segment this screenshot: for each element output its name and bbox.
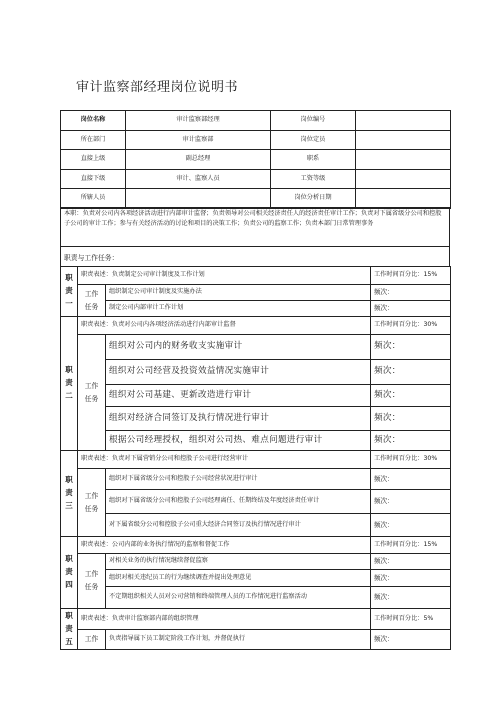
time-percentage: 工作时间百分比：30% — [371, 451, 451, 469]
duty-number-char: 职 — [65, 611, 73, 620]
task-label-cell — [78, 469, 106, 537]
task-row — [61, 360, 451, 385]
task-frequency: 频次： — [371, 554, 451, 570]
duty-number-char: 责 — [65, 567, 73, 577]
duty-number-char: 四 — [65, 579, 73, 589]
task-text: 组织对公司经营及投资效益情况实施审计 — [106, 360, 371, 385]
task-label-cell — [78, 629, 106, 650]
task-frequency: 频次： — [371, 301, 451, 317]
duty-number-char: 职 — [65, 475, 73, 485]
summary-text: 负责对公司内各项经济活动进行内部审计监督；负责领导对公司相关经济责任人的经济责任审计工作；负责对下属省级分公司和控股子公司的审计工作；参与有关经济活动的讨论和项目的决策工作；负责公司的监察工作；负责本部门日常管理事务 — [64, 210, 442, 227]
duty-number-cell — [61, 267, 78, 317]
time-percentage: 工作时间百分比：30% — [371, 317, 451, 335]
task-frequency: 频次： — [371, 587, 451, 609]
time-percentage: 工作时间百分比：15% — [371, 537, 451, 554]
info-value-cell — [356, 111, 451, 131]
info-label-cell: 直接下级 — [61, 169, 126, 189]
duties-table — [60, 266, 451, 650]
task-text: 根据公司经理授权，组织对公司热、难点问题进行审计 — [106, 431, 371, 451]
summary-label: 本职： — [64, 210, 83, 217]
task-row — [61, 285, 451, 301]
task-frequency: 频次： — [371, 629, 451, 650]
task-text: 负责指导属下员工制定阶段工作计划，并督促执行 — [106, 629, 371, 650]
info-label-cell: 所在部门 — [61, 130, 126, 150]
time-percentage: 工作时间百分比：5% — [371, 609, 451, 630]
info-label-cell: 岗位编号 — [271, 111, 356, 131]
page-title: 审计监察部经理岗位说明书 — [76, 80, 239, 95]
task-row — [61, 431, 451, 451]
duty-description: 职责表述：负责制定公司审计制度及工作计划 — [78, 267, 371, 285]
task-text: 制定公司内部审计工作计划 — [106, 301, 371, 317]
duty-number-char: 职 — [65, 365, 73, 375]
duty-number-cell — [61, 451, 78, 537]
duty-number-char: 责 — [65, 286, 73, 296]
duty-description: 职责表述：负责对公司内各项经济活动进行内部审计监督 — [78, 317, 371, 335]
task-text: 对相关业务的执行情况继续督促监察 — [106, 554, 371, 570]
info-value-cell: 审计、监察人员 — [126, 169, 271, 189]
duty-number-cell — [61, 317, 78, 451]
duty-desc-row — [61, 317, 451, 335]
duty-number-char: 职 — [65, 273, 73, 283]
info-label-cell: 工资等级 — [271, 169, 356, 189]
task-row — [61, 570, 451, 587]
info-value-cell — [126, 189, 271, 209]
info-label-cell: 职系 — [271, 150, 356, 170]
task-label-cell — [78, 285, 106, 317]
task-frequency: 频次： — [371, 385, 451, 407]
task-row — [61, 490, 451, 514]
task-text: 组织对相关违纪员工的行为继续调查并提出处理意见 — [106, 570, 371, 587]
info-label-cell: 岗位分析日期 — [271, 189, 356, 209]
role-summary — [60, 207, 450, 246]
info-row — [61, 189, 451, 209]
info-label-cell: 所辖人员 — [61, 189, 126, 209]
task-text: 组织制定公司审计制度及实施办法 — [106, 285, 371, 301]
task-frequency: 频次： — [371, 431, 451, 451]
task-frequency: 频次： — [371, 285, 451, 301]
task-label-cell — [78, 335, 106, 451]
duty-number-cell — [61, 537, 78, 609]
task-row — [61, 514, 451, 537]
time-percentage: 工作时间百分比：15% — [371, 267, 451, 285]
duty-desc-row — [61, 451, 451, 469]
task-row — [61, 554, 451, 570]
duty-number-cell — [61, 609, 78, 650]
task-label-text: 工作 — [84, 491, 99, 500]
info-value-cell — [356, 150, 451, 170]
task-label-cell — [78, 554, 106, 609]
task-label-text: 任务 — [84, 504, 99, 513]
duty-number-char: 责 — [65, 378, 73, 388]
task-text: 组织对公司基建、更新改造进行审计 — [106, 385, 371, 407]
task-frequency: 频次： — [371, 570, 451, 587]
duty-number-char: 三 — [65, 500, 73, 510]
task-row — [61, 629, 451, 650]
task-row — [61, 587, 451, 609]
task-row — [61, 385, 451, 407]
info-value-cell — [356, 130, 451, 150]
position-info-table — [60, 110, 451, 209]
duty-number-char: 责 — [65, 623, 73, 633]
info-value-cell: 审计监察部 — [126, 130, 271, 150]
task-label-text: 工作 — [84, 289, 99, 298]
duty-number-char: 责 — [65, 488, 73, 498]
task-label-text: 工作 — [84, 570, 99, 579]
duty-desc-row — [61, 267, 451, 285]
duty-description: 职责表述：公司内部的业务执行情况的监察和督促工作 — [78, 537, 371, 554]
duties-section-header: 职责与工作任务： — [60, 246, 450, 266]
info-label-cell: 岗位定员 — [271, 130, 356, 150]
info-value-cell — [356, 169, 451, 189]
duty-number-char: 一 — [65, 298, 73, 308]
task-frequency: 频次： — [371, 514, 451, 537]
info-value-cell: 副总经理 — [126, 150, 271, 170]
info-row — [61, 130, 451, 150]
task-label-text: 任务 — [84, 583, 99, 591]
task-row — [61, 469, 451, 490]
duty-desc-row — [61, 537, 451, 554]
task-row — [61, 335, 451, 360]
task-label-text: 工作 — [84, 381, 99, 390]
task-frequency: 频次： — [371, 335, 451, 360]
duty-number-char: 职 — [65, 554, 73, 564]
info-label-cell: 岗位名称 — [61, 111, 126, 131]
task-frequency: 频次： — [371, 360, 451, 385]
task-row — [61, 301, 451, 317]
info-label-cell: 直接上级 — [61, 150, 126, 170]
task-text: 组织对公司内的财务收支实施审计 — [106, 335, 371, 360]
task-frequency: 频次： — [371, 407, 451, 431]
task-frequency: 频次： — [371, 490, 451, 514]
task-frequency: 频次： — [371, 469, 451, 490]
info-value-cell — [356, 189, 451, 209]
duty-number-char: 二 — [65, 390, 73, 400]
info-value-cell: 审计监察部经理 — [126, 111, 271, 131]
duty-desc-row — [61, 609, 451, 630]
task-text: 组织对下属省级分公司和控股子公司经营状况进行审计 — [106, 469, 371, 490]
info-row — [61, 111, 451, 131]
task-text: 组织对经济合同签订及执行情况进行审计 — [106, 407, 371, 431]
duty-number-char: 五 — [65, 636, 73, 646]
info-row — [61, 150, 451, 170]
task-label-text: 任务 — [84, 302, 99, 311]
task-label-text: 工作 — [84, 634, 99, 643]
task-text: 不定期组织相关人员对公司营销和终端管理人员的工作情况进行监察活动 — [106, 587, 371, 609]
task-row — [61, 407, 451, 431]
duty-description: 职责表述：负责对下属营销分公司和控股子公司进行经营审计 — [78, 451, 371, 469]
task-text: 对下属省级分公司和控股子公司重大经济合同签订及执行情况进行审计 — [106, 514, 371, 537]
task-label-text: 任务 — [84, 394, 99, 403]
task-text: 组织对下属省级分公司和控股子公司经理离任、任期终结及年度经济责任审计 — [106, 490, 371, 514]
duty-description: 职责表述：负责审计监察部内部的组织管理 — [78, 609, 371, 630]
info-row — [61, 169, 451, 189]
